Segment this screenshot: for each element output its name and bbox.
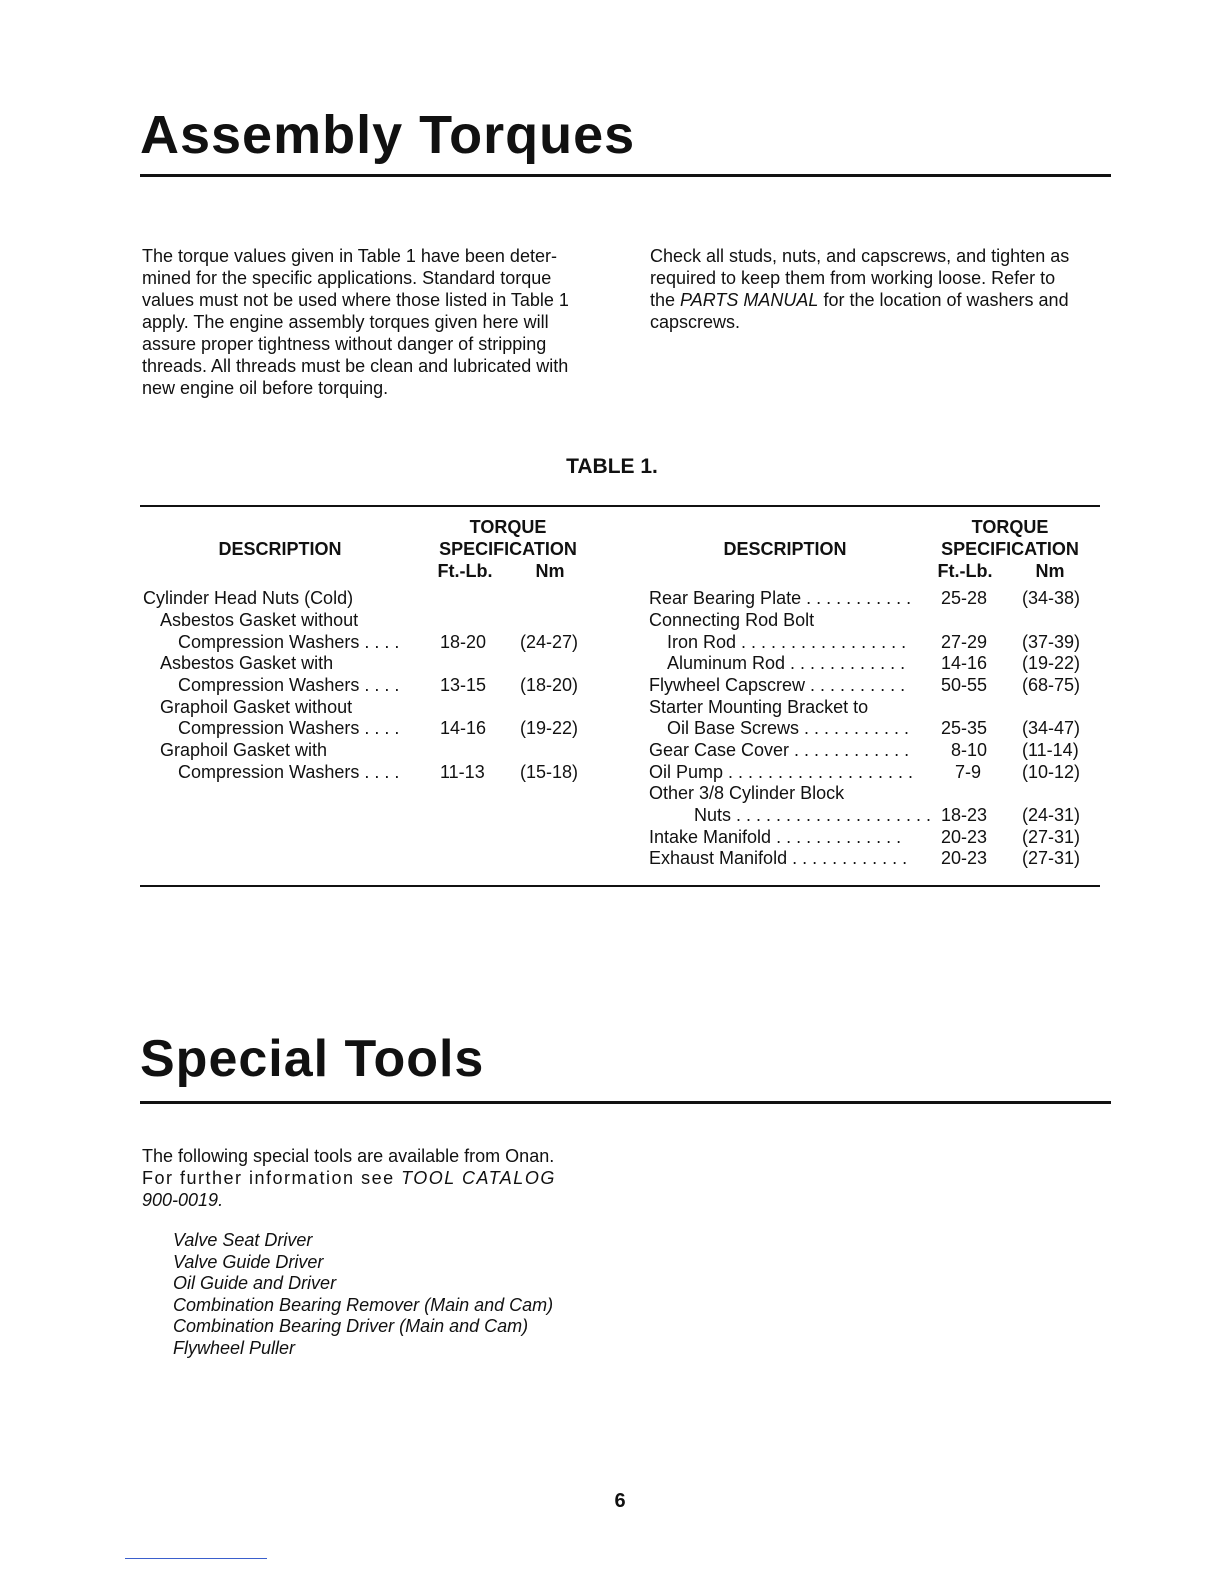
tool-catalog-reference: TOOL CATALOG xyxy=(401,1168,556,1188)
footer-line xyxy=(125,1558,267,1559)
left-ftlb-header: Ft.-Lb. xyxy=(437,561,493,581)
right-ftlb-header: Ft.-Lb. xyxy=(937,561,993,581)
intro-left-paragraph xyxy=(142,245,612,399)
list-item: Flywheel Puller xyxy=(173,1337,296,1358)
right-torque-header: TORQUE xyxy=(971,517,1049,537)
tools-intro-line: For further information see TOOL CATALOG xyxy=(142,1168,556,1188)
table-bottom-rule xyxy=(140,885,1100,887)
list-item: Combination Bearing Driver (Main and Cam) xyxy=(173,1316,529,1337)
title-rule xyxy=(140,174,1111,177)
assembly-torques-title: Assembly Torques xyxy=(140,105,636,165)
intro-right-paragraph xyxy=(650,245,1120,333)
right-specification-header: SPECIFICATION xyxy=(941,539,1079,559)
intro-left-line: threads. All threads must be clean and lubricated with xyxy=(142,356,569,376)
table-top-rule xyxy=(140,505,1100,507)
intro-left-line: values must not be used where those listed in Table 1 xyxy=(142,290,569,310)
left-nm-header: Nm xyxy=(535,561,565,581)
list-item: Oil Guide and Driver xyxy=(173,1273,337,1294)
right-description-header: DESCRIPTION xyxy=(723,539,847,559)
intro-right-line: the PARTS MANUAL for the location of washers and xyxy=(650,290,1069,310)
manual-page: Assembly Torques The torque values given in Table 1 have been deter- mined for the specific applications. Standard torque values must not be used where those listed in Table 1 apply. The engine assembly torques given here will assure proper tightness without danger of stripping threads. All threads must be clean and lubricated with new engine oil before torquing. Check all studs, nuts, and capscrews, and tighten as required to keep them from working loose. Refer to the PARTS MANUAL for the location of washers and capscrews. TABLE 1. DESCRIPTION TORQUE SPECIFICATION Ft.-Lb. Nm DESCRIPTION TORQUE SPECIFICATION Ft.-Lb. Nm Cylinder Head Nuts (Cold) Asbestos Gasket without Compression Washers . . . . 18-20 (24-27) Asbestos Gasket with Compression Washers . . . . 13-15 (18-20) Graphoil Gasket without Compression Washers . . . . 14-16 (19-22) Graphoil Gasket with Compression Washers . . . . 11-13 (15-18) Rear Bearing Plate . . . . . . . . . . . 25-28 (34-38) Connecting Rod Bolt Iron Rod . . . . . . . . . . . . . . . . . 27-29 (37-39) Aluminum Rod . . . . . . . . . . . . 14-16 (19-22) Flywheel Capscrew . . . . . . . . . . 50-55 (68-75) Starter Mounting Bracket to Oil Base Screws . . . . . . . . . . . 25-35 (34-47) Gear Case Cover . . . . . . . . . . . . 8-10 (11-14) Oil Pump . . . . . . . . . . . . . . . . . . . 7-9 (10-12) Other 3/8 Cylinder Block Nuts . . . . . . . . . . . . . . . . . . . . 18-23 (24-31) Intake Manifold . . . . . . . . . . . . . 20-23 (27-31) Exhaust Manifold . . . . . . . . . . . . 20-23 (27-31) Special Tools The following special tools are available from Onan. For further information see TOOL CATALOG 900-0019. Valve Seat Driver Valve Guide Driver Oil Guide and Driver Combination Bearing Remover (Main and Cam) Combination Bearing Driver (Main and Cam) Flywheel Puller 6 xyxy=(0,0,1224,1584)
tools-intro xyxy=(142,1145,602,1211)
intro-right-line: required to keep them from working loose. Refer to xyxy=(650,268,1056,288)
left-description-header: DESCRIPTION xyxy=(218,539,342,559)
parts-manual-reference: PARTS MANUAL xyxy=(680,290,819,310)
intro-left-line: apply. The engine assembly torques given here will xyxy=(142,312,549,332)
intro-left-line: assure proper tightness without danger of stripping xyxy=(142,334,547,354)
left-torque-header: TORQUE xyxy=(469,517,547,537)
list-item: Valve Seat Driver xyxy=(173,1230,313,1250)
list-item: Valve Guide Driver xyxy=(173,1251,324,1272)
special-tools-title: Special Tools xyxy=(140,1030,485,1088)
intro-right-line: Check all studs, nuts, and capscrews, and tighten as xyxy=(650,246,1070,266)
intro-left-line: new engine oil before torquing. xyxy=(142,378,389,398)
special-tools-list xyxy=(173,1230,553,1360)
tools-title-rule xyxy=(140,1101,1111,1104)
page-number: 6 xyxy=(614,1490,626,1512)
intro-left-line: The torque values given in Table 1 have been deter- xyxy=(142,246,557,266)
left-specification-header: SPECIFICATION xyxy=(439,539,577,559)
table-title: TABLE 1. xyxy=(566,455,658,478)
tools-intro-line: The following special tools are available from Onan. xyxy=(142,1146,555,1166)
intro-left-line: mined for the specific applications. Standard torque xyxy=(142,268,552,288)
intro-right-line: capscrews. xyxy=(650,312,741,332)
list-item: Combination Bearing Remover (Main and Cam) xyxy=(173,1294,554,1315)
right-nm-header: Nm xyxy=(1035,561,1065,581)
tools-intro-line: 900-0019. xyxy=(142,1190,224,1210)
